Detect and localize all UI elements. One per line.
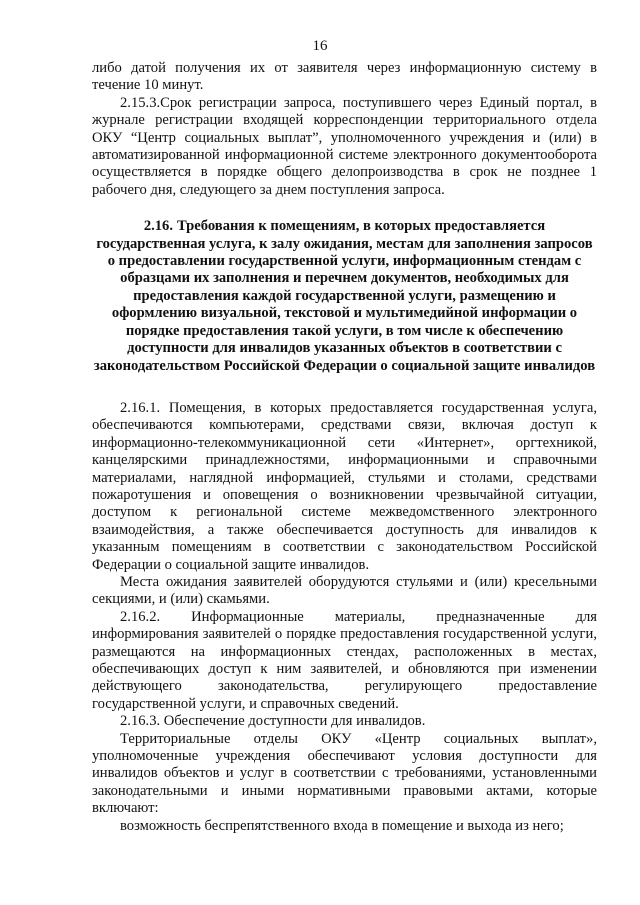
page-number: 16 [312,38,328,54]
paragraph-accessibility-entrance: возможность беспрепятственного входа в помещение и выхода из него; [120,817,564,834]
paragraph-2-16-3: 2.16.3. Обеспечение доступности для инвалидов. [120,713,426,730]
paragraph-territorial-departments: Территориальные отделы ОКУ «Центр социальных выплат», уполномоченные учреждения обеспечивают условия доступности для инвалидов объектов и услуг в соответствии с требованиями, установленными законодательными и иными нормативными правовыми актами, которые включают: [92,730,597,817]
paragraph-2-16-1: 2.16.1. Помещения, в которых предоставляется государственная услуга, обеспечиваются компьютерами, средствами связи, включая доступ к информационно-телекоммуникационной сети «Интернет», оргтехникой, канцелярскими принадлежностями, информационными и справочными материалами, наглядной информацией, стульями и столами, средствами пожаротушения и оповещения о возникновении чрезвычайной ситуации, доступом к региональной системе межведомственного электронного взаимодействия, а также обеспечивается доступность для инвалидов к указанным помещениям в соответствии с законодательством Российской Федерации о социальной защите инвалидов. [92,399,597,573]
paragraph-2-15-3: 2.15.3.Срок регистрации запроса, поступившего через Единый портал, в журнале регистрации входящей корреспонденции территориального отдела ОКУ “Центр социальных выплат”, уполномоченного учреждения и (или) в автоматизированной информационной системе электронного документооборота осуществляется в порядке общего делопроизводства в срок не позднее 1 рабочего дня, следующего за днем поступления запроса. [92,94,597,198]
paragraph-continuation: либо датой получения их от заявителя через информационную систему в течение 10 минут. [92,60,597,94]
section-heading-text: Требования к помещениям, в которых предоставляется государственная услуга, к залу ожидания, местам для заполнения запросов о предоставлении государственной услуги, информационным стендам с образцами их заполнения и перечнем документов, необходимых для предоставления каждой государственной услуги, размещению и оформлению визуальной, текстовой и мультимедийной информации о порядке предоставления такой услуги, в том числе к обеспечению доступности для инвалидов указанных объектов в соответствии с законодательством Российской Федерации о социальной защите инвалидов [93,218,596,374]
section-heading-number: 2.16. [143,218,173,235]
paragraph-waiting-places: Места ожидания заявителей оборудуются стульями и (или) кресельными секциями, и (или) скамьями. [92,573,597,608]
section-heading-2-16 [92,218,597,375]
paragraph-2-16-2: 2.16.2. Информационные материалы, предназначенные для информирования заявителей о порядке предоставления государственной услуги, размещаются на информационных стендах, расположенных в местах, обеспечивающих доступ к ним заявителей, и обновляются при изменении действующего законодательства, регулирующего предоставление государственной услуги, и справочных сведений. [92,608,597,712]
page-body [92,60,597,835]
